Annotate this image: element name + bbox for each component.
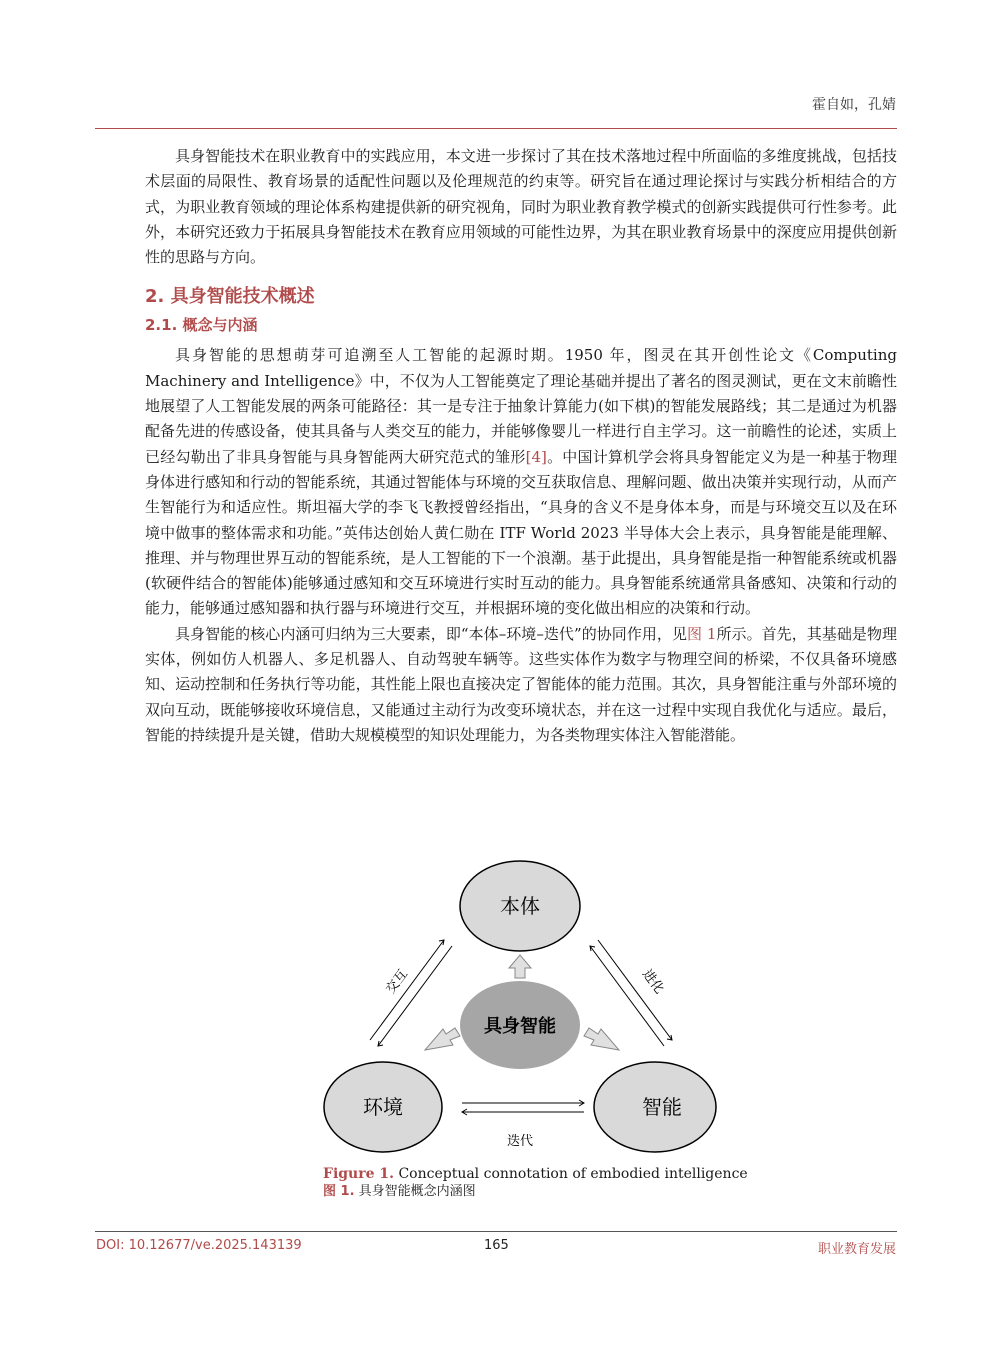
para2-text-a: 具身智能的核心内涵可归纳为三大要素，即“本体–环境–迭代”的协同作用，见 xyxy=(175,624,688,643)
paragraph-concept xyxy=(145,343,897,621)
figure-link[interactable]: 图 1 xyxy=(687,624,717,643)
figure-caption xyxy=(323,1165,748,1201)
node-top-label: 本体 xyxy=(500,894,540,918)
section-title: 2. 具身智能技术概述 xyxy=(145,286,315,308)
intro-paragraph: 具身智能技术在职业教育中的实践应用，本文进一步探讨了其在技术落地过程中所面临的多维度挑战，包括技术层面的局限性、教育场景的适配性问题以及伦理规范的约束等。研究旨在通过理论探讨与实践分析相结合的方式，为职业教育领域的理论体系构建提供新的研究视角，同时为职业教育教学模式的创新实践提供可行性参考。此外，本研究还致力于拓展具身智能技术在教育应用领域的可能性边界，为其在职业教育场景中的深度应用提供创新性的思路与方向。 xyxy=(145,147,897,267)
article-body xyxy=(145,144,897,748)
edge-right-label: 进化 xyxy=(638,966,667,997)
para1-text-a: 具身智能的思想萌芽可追溯至人工智能的起源时期。1950 年，图灵在其开创性论文《Computing Machinery and Intelligence》中，不仅为人工智能奠定了理论基础并提出了著名的图灵测试，更在文末前瞻性地展望了人工智能发展的两条可能路径：其一是专注于抽象计算能力(如下棋)的智能发展路线；其二是通过为机器配备先进的传感设备，使其具备与人类交互的能力，并能够像婴儿一样进行自主学习。这一前瞻性的论述，实质上已经勾勒出了非具身智能与具身智能两大研究范式的雏形 xyxy=(145,346,897,466)
arrow-left-up xyxy=(370,940,444,1040)
header-rule xyxy=(95,128,897,129)
caption-en-label: Figure 1. xyxy=(323,1166,394,1182)
node-right-label: 智能 xyxy=(642,1095,682,1119)
caption-cn xyxy=(323,1183,748,1201)
caption-en xyxy=(323,1165,748,1183)
caption-en-text: Conceptual connotation of embodied intelligence xyxy=(394,1166,748,1182)
caption-cn-text: 具身智能概念内涵图 xyxy=(358,1184,476,1199)
arrow-center-to-left xyxy=(425,1028,460,1050)
arrow-center-to-top xyxy=(509,955,531,978)
paragraph-connotation xyxy=(145,622,897,748)
caption-cn-label: 图 1. xyxy=(323,1184,355,1199)
concept-diagram xyxy=(322,860,722,1160)
header-authors: 霍自如，孔婧 xyxy=(812,97,896,113)
footer-page-number: 165 xyxy=(484,1238,509,1253)
footer-rule xyxy=(95,1231,897,1232)
arrow-center-to-right xyxy=(584,1028,619,1050)
edge-bottom-label: 迭代 xyxy=(506,1134,534,1149)
footer-doi[interactable]: DOI: 10.12677/ve.2025.143139 xyxy=(96,1238,302,1253)
para2-text-b: 所示。首先，其基础是物理实体，例如仿人机器人、多足机器人、自动驾驶车辆等。这些实体作为数字与物理空间的桥梁，不仅具备环境感知、运动控制和任务执行等功能，其性能上限也直接决定了智能体的能力范围。其次，具身智能注重与外部环境的双向互动，既能够接收环境信息，又能通过主动行为改变环境状态，并在这一过程中实现自我优化与适应。最后，智能的持续提升是关键，借助大规模模型的知识处理能力，为各类物理实体注入智能潜能。 xyxy=(145,624,897,744)
figure-1 xyxy=(322,860,722,1160)
node-left-label: 环境 xyxy=(363,1095,403,1119)
footer-journal-name: 职业教育发展 xyxy=(817,1242,896,1257)
node-center-label: 具身智能 xyxy=(484,1016,556,1037)
edge-left-label: 交互 xyxy=(383,966,412,997)
reference-link[interactable]: [4] xyxy=(525,447,547,466)
subsection-title: 2.1. 概念与内涵 xyxy=(145,316,258,335)
para1-text-b: 。中国计算机学会将具身智能定义为是一种基于物理身体进行感知和行动的智能系统，其通过智能体与环境的交互获取信息、理解问题、做出决策并实现行动，从而产生智能行为和适应性。斯坦福大学的李飞飞教授曾经指出，“具身的含义不是身体本身，而是与环境交互以及在环境中做事的整体需求和功能。”英伟达创始人黄仁勋在 ITF World 2023 半导体大会上表示，具身智能是能理解、推理、并与物理世界互动的智能系统，是人工智能的下一个浪潮。基于此提出，具身智能是指一种智能系统或机器(软硬件结合的智能体)能够通过感知和交互环境进行实时互动的能力。具身智能系统通常具备感知、决策和行动的能力，能够通过感知器和执行器与环境进行交互，并根据环境的变化做出相应的决策和行动。 xyxy=(145,447,897,618)
